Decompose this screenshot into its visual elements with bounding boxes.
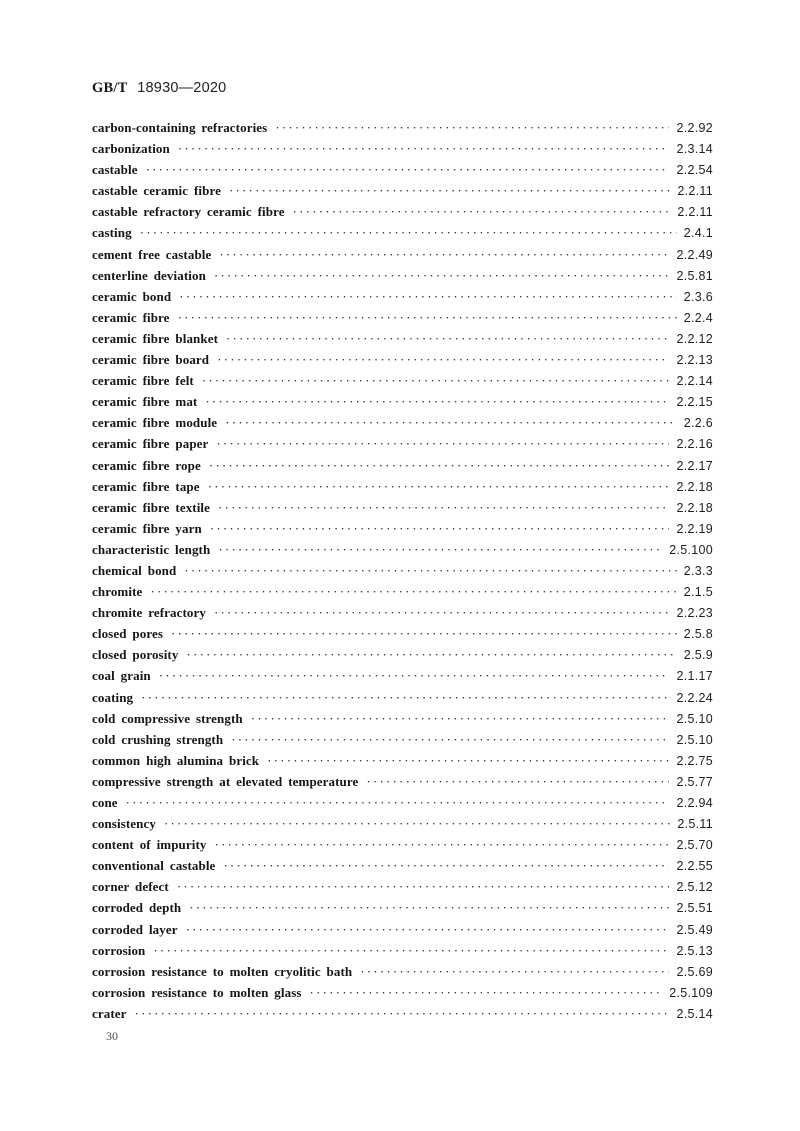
term-text: ceramic fibre felt	[92, 373, 194, 389]
term-text: castable	[92, 162, 138, 178]
dot-leader	[218, 539, 662, 560]
section-number: 2.2.75	[676, 753, 713, 768]
term-text: castable refractory ceramic fibre	[92, 204, 285, 220]
section-number: 2.2.23	[676, 606, 713, 621]
dot-leader	[126, 792, 670, 813]
term-text: carbon-containing refractories	[92, 120, 268, 135]
dot-leader	[251, 708, 670, 729]
dot-leader	[209, 455, 670, 476]
section-number: 2.2.17	[676, 458, 713, 473]
section-number: 2.2.92	[676, 121, 713, 135]
dot-leader	[219, 244, 669, 265]
section-number: 2.2.11	[677, 184, 713, 199]
term-text: cold compressive strength	[92, 710, 243, 726]
term-text: ceramic fibre mat	[92, 394, 198, 410]
section-number: 2.2.94	[676, 796, 713, 810]
index-entry	[92, 328, 713, 349]
index-entry	[92, 581, 713, 602]
dot-leader	[202, 370, 670, 391]
section-number: 2.2.12	[676, 331, 713, 346]
index-entry	[92, 539, 713, 560]
dot-leader	[135, 1003, 670, 1024]
term-text: chromite	[92, 584, 143, 600]
index-entry	[92, 391, 713, 412]
standard-code: GB/T	[92, 80, 128, 96]
index-entry	[92, 138, 713, 159]
term-text: cone	[92, 795, 118, 810]
section-number: 2.5.12	[676, 880, 713, 895]
section-number: 2.2.55	[676, 859, 713, 874]
section-number: 2.1.17	[676, 669, 713, 684]
section-number: 2.5.14	[676, 1006, 713, 1021]
index-entry	[92, 876, 713, 897]
index-entry	[92, 602, 713, 623]
dot-leader	[177, 876, 670, 897]
index-entry	[92, 201, 713, 222]
section-number: 2.5.11	[677, 817, 713, 832]
dot-leader	[153, 940, 669, 961]
dot-leader	[141, 687, 669, 708]
term-text: corrosion resistance to molten glass	[92, 984, 302, 1000]
index-entry	[92, 518, 713, 539]
section-number: 2.5.81	[676, 268, 713, 283]
section-number: 2.5.70	[676, 838, 713, 853]
index-entry	[92, 412, 713, 433]
index-entry	[92, 286, 713, 307]
dot-leader	[275, 117, 669, 138]
dot-leader	[146, 159, 670, 180]
term-text: ceramic bond	[92, 288, 172, 304]
term-text: crater	[92, 1005, 127, 1021]
dot-leader	[178, 307, 677, 328]
index-entry	[92, 729, 713, 750]
index-entry	[92, 370, 713, 391]
dot-leader	[217, 349, 669, 370]
term-text: closed porosity	[92, 647, 179, 663]
section-number: 2.3.3	[683, 563, 713, 578]
index-entry	[92, 982, 713, 1003]
section-number: 2.5.69	[676, 964, 713, 979]
term-text: corrosion resistance to molten cryolitic bath	[92, 963, 353, 979]
term-text: corroded depth	[92, 900, 182, 916]
index-entry	[92, 771, 713, 792]
dot-leader	[171, 623, 677, 644]
index-entry	[92, 813, 713, 834]
dot-leader	[225, 412, 677, 433]
page-footer	[106, 1029, 800, 1043]
index-entry	[92, 244, 713, 265]
index-entry	[92, 180, 713, 201]
page-number: 30	[106, 1029, 118, 1044]
dot-leader	[214, 602, 669, 623]
index-entry	[92, 855, 713, 876]
term-text: carbonization	[92, 141, 170, 157]
dot-leader	[360, 961, 669, 982]
section-number: 2.2.6	[683, 416, 713, 431]
section-number: 2.2.11	[677, 205, 713, 220]
index-entry	[92, 117, 713, 138]
section-number: 2.2.16	[676, 437, 713, 452]
index-entry	[92, 897, 713, 918]
term-text: ceramic fibre paper	[92, 436, 209, 452]
dot-leader	[186, 644, 676, 665]
index-entry	[92, 349, 713, 370]
index-entry	[92, 307, 713, 328]
index-entry	[92, 708, 713, 729]
term-text: chemical bond	[92, 562, 177, 578]
section-number: 2.5.8	[683, 627, 713, 642]
dot-leader	[205, 391, 669, 412]
section-number: 2.5.10	[676, 711, 713, 726]
dot-leader	[178, 138, 670, 159]
term-text: chromite refractory	[92, 605, 206, 621]
dot-leader	[184, 560, 676, 581]
index-entry	[92, 159, 713, 180]
section-number: 2.5.49	[676, 922, 713, 937]
section-number: 2.2.14	[676, 374, 713, 389]
index-entry	[92, 623, 713, 644]
term-text: corrosion	[92, 942, 146, 958]
term-text: coating	[92, 689, 134, 705]
dot-leader	[210, 518, 670, 539]
page-header	[92, 80, 800, 96]
dot-leader	[208, 476, 670, 497]
dot-leader	[159, 665, 670, 686]
term-text: ceramic fibre tape	[92, 478, 200, 494]
section-number: 2.2.54	[676, 163, 713, 178]
index-entry	[92, 476, 713, 497]
index-entry	[92, 455, 713, 476]
term-text: coal grain	[92, 668, 151, 684]
term-text: castable ceramic fibre	[92, 183, 221, 199]
section-number: 2.2.24	[676, 690, 713, 705]
section-number: 2.5.100	[669, 542, 713, 557]
index-entry	[92, 834, 713, 855]
dot-leader	[293, 201, 671, 222]
index-list	[92, 117, 713, 1024]
section-number: 2.5.13	[676, 943, 713, 958]
section-number: 2.2.4	[683, 310, 713, 325]
term-text: ceramic fibre	[92, 309, 170, 325]
term-text: cold crushing strength	[92, 731, 224, 747]
section-number: 2.5.51	[676, 901, 713, 916]
term-text: ceramic fibre module	[92, 415, 218, 431]
section-number: 2.3.6	[683, 289, 713, 304]
dot-leader	[231, 729, 669, 750]
index-entry	[92, 433, 713, 454]
section-number: 2.2.18	[676, 500, 713, 515]
section-number: 2.1.5	[683, 585, 713, 600]
term-text: content of impurity	[92, 837, 207, 853]
section-number: 2.5.9	[683, 648, 713, 663]
term-text: casting	[92, 225, 132, 241]
dot-leader	[179, 286, 677, 307]
term-text: characteristic length	[92, 541, 211, 557]
section-number: 2.5.109	[669, 985, 713, 1000]
section-number: 2.2.13	[676, 353, 713, 368]
dot-leader	[366, 771, 669, 792]
section-number: 2.3.14	[676, 142, 713, 157]
term-text: corner defect	[92, 879, 169, 895]
term-text: ceramic fibre yarn	[92, 520, 202, 536]
term-text: ceramic fibre blanket	[92, 330, 218, 346]
index-entry	[92, 919, 713, 940]
index-entry	[92, 961, 713, 982]
term-text: conventional castable	[92, 858, 216, 874]
section-number: 2.2.49	[676, 247, 713, 262]
dot-leader	[218, 497, 669, 518]
dot-leader	[164, 813, 670, 834]
dot-leader	[267, 750, 669, 771]
index-entry	[92, 222, 713, 243]
dot-leader	[186, 919, 670, 940]
index-entry	[92, 687, 713, 708]
term-text: compressive strength at elevated temperature	[92, 773, 359, 789]
dot-leader	[150, 581, 676, 602]
term-text: corroded layer	[92, 921, 178, 937]
dot-leader	[215, 834, 670, 855]
dot-leader	[214, 265, 670, 286]
section-number: 2.2.19	[676, 521, 713, 536]
dot-leader	[223, 855, 669, 876]
term-text: ceramic fibre board	[92, 352, 210, 368]
dot-leader	[189, 897, 669, 918]
term-text: ceramic fibre textile	[92, 499, 211, 515]
dot-leader	[226, 328, 669, 349]
index-entry	[92, 644, 713, 665]
index-entry	[92, 940, 713, 961]
dot-leader	[229, 180, 670, 201]
section-number: 2.2.18	[676, 479, 713, 494]
dot-leader	[310, 982, 663, 1003]
term-text: closed pores	[92, 626, 163, 642]
index-entry	[92, 497, 713, 518]
term-text: cement free castable	[92, 246, 212, 262]
section-number: 2.5.77	[676, 774, 713, 789]
index-entry	[92, 792, 713, 813]
index-entry	[92, 1003, 713, 1024]
standard-number: 18930—2020	[137, 80, 227, 96]
dot-leader	[140, 222, 677, 243]
term-text: common high alumina brick	[92, 752, 260, 768]
section-number: 2.2.15	[676, 395, 713, 410]
term-text: ceramic fibre rope	[92, 457, 201, 473]
section-number: 2.5.10	[676, 732, 713, 747]
index-entry	[92, 560, 713, 581]
term-text: centerline deviation	[92, 267, 206, 283]
dot-leader	[216, 433, 669, 454]
term-text: consistency	[92, 816, 156, 832]
index-entry	[92, 665, 713, 686]
index-entry	[92, 750, 713, 771]
index-entry	[92, 265, 713, 286]
section-number: 2.4.1	[683, 226, 713, 241]
